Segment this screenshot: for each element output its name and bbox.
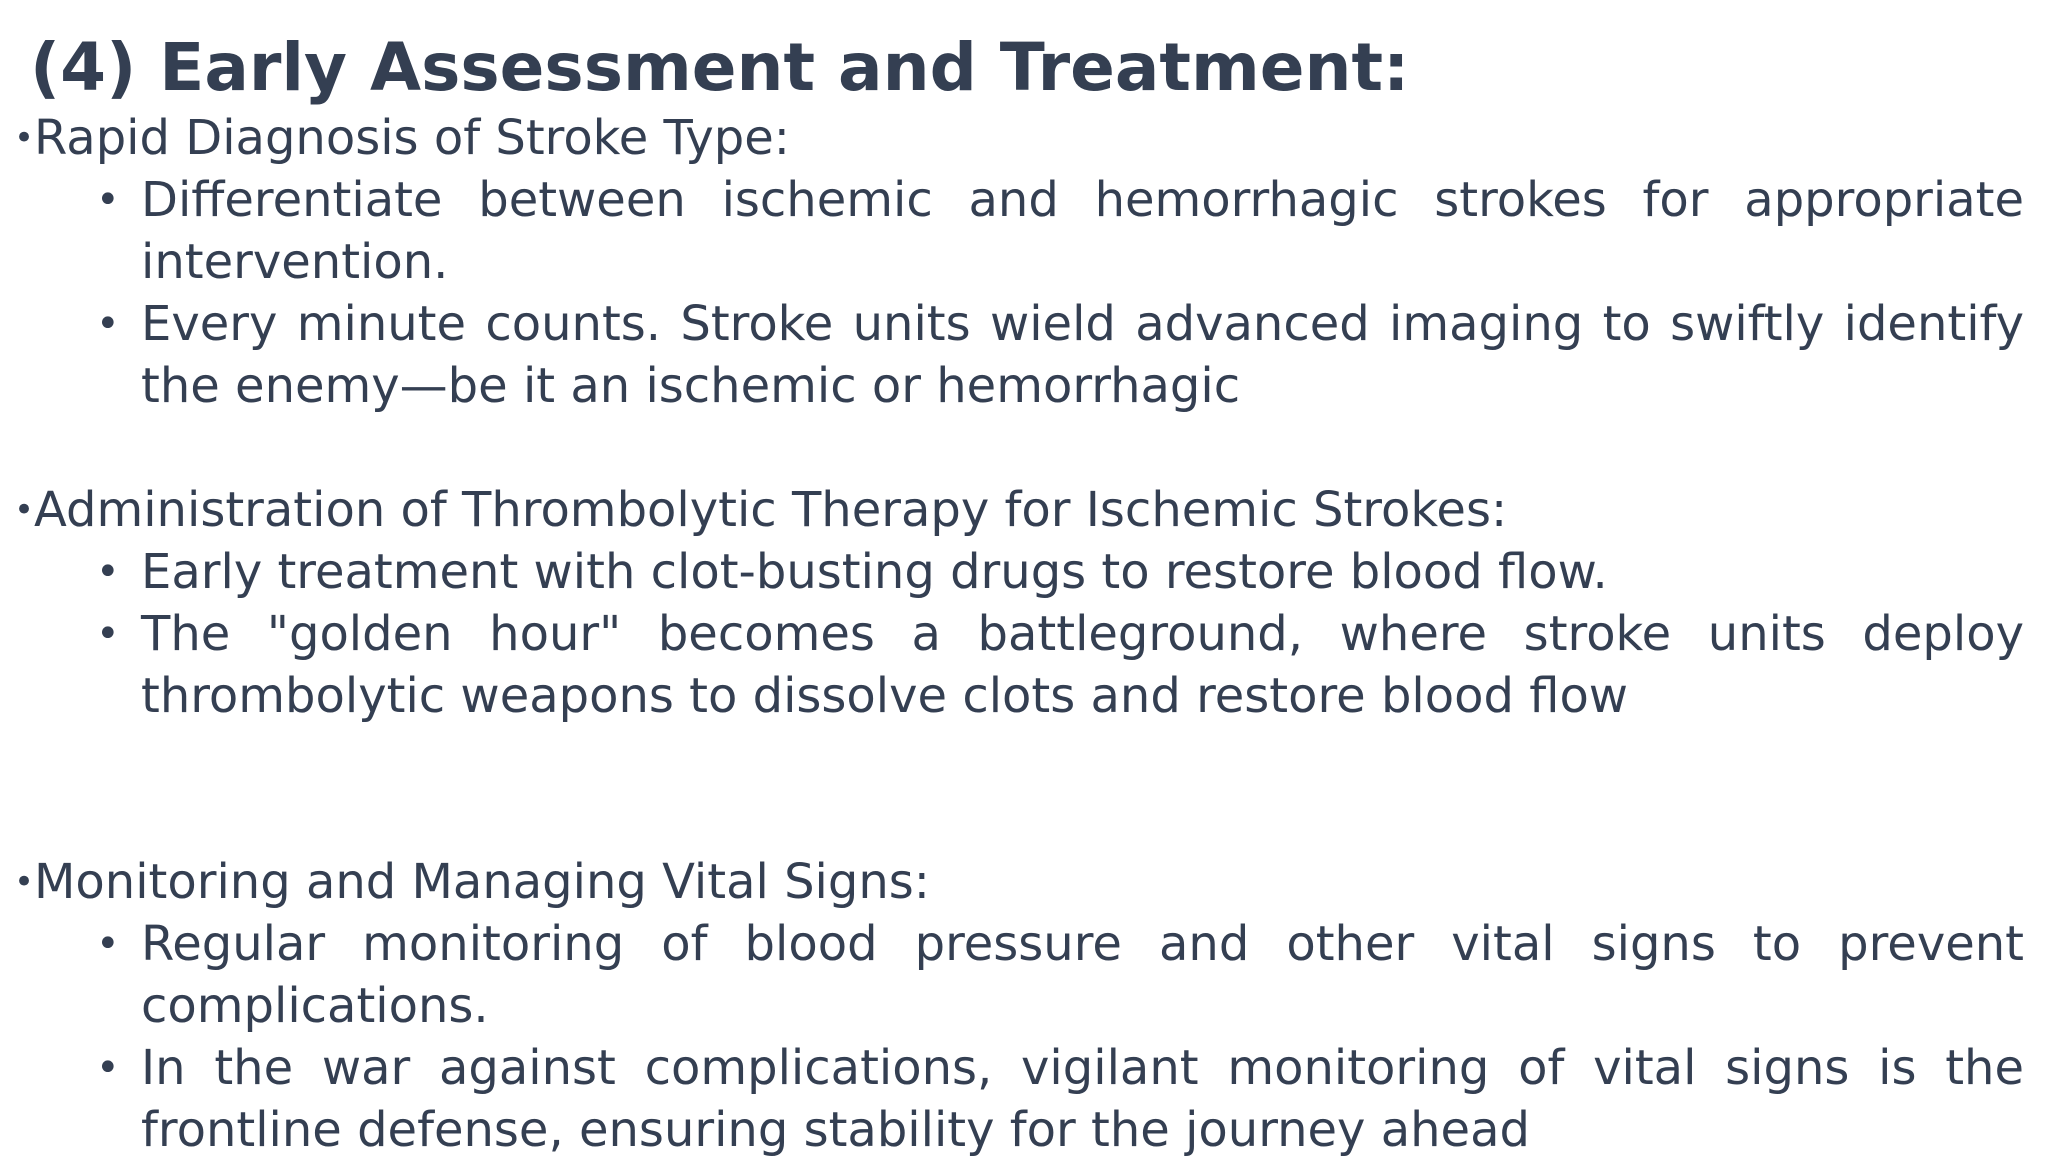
sub-bullet-list [14, 169, 2024, 417]
section-vital-signs [14, 851, 2024, 1161]
section-heading [14, 851, 2024, 913]
list-item [96, 293, 2024, 417]
list-item-text: Every minute counts. Stroke units wield advanced imaging to swiftly identify the enemy—be it an ischemic or hemorrhagic [141, 296, 2024, 414]
list-item [96, 169, 2024, 293]
section-heading [14, 107, 2024, 169]
bullet-icon: • [96, 301, 120, 347]
bullet-icon: • [14, 862, 35, 902]
bullet-icon: • [96, 177, 120, 223]
section-heading [14, 479, 2024, 541]
list-item-text: Differentiate between ischemic and hemorrhagic strokes for appropriate intervention. [141, 172, 2024, 290]
section-heading-text: Monitoring and Managing Vital Signs: [34, 854, 930, 910]
list-item-text: The "golden hour" becomes a battleground, where stroke units deploy thrombolytic weapons to dissolve clots and restore blood flow [141, 606, 2024, 724]
sub-bullet-list [14, 541, 2024, 727]
section-thrombolytic-therapy [14, 479, 2024, 727]
section-heading-text: Rapid Diagnosis of Stroke Type: [34, 110, 790, 166]
section-rapid-diagnosis [14, 107, 2024, 417]
bullet-icon: • [96, 921, 120, 967]
bullet-icon: • [96, 1045, 120, 1091]
section-heading-text: Administration of Thrombolytic Therapy for Ischemic Strokes: [34, 482, 1508, 538]
list-item [96, 541, 2024, 603]
list-item [96, 913, 2024, 1037]
list-item-text: In the war against complications, vigilant monitoring of vital signs is the frontline defense, ensuring stability for the journey ahead [141, 1040, 2024, 1158]
list-item-text: Early treatment with clot-busting drugs to restore blood flow. [141, 544, 1608, 600]
bullet-icon: • [96, 549, 120, 595]
sub-bullet-list [14, 913, 2024, 1161]
bullet-icon: • [14, 490, 35, 530]
slide-title: (4) Early Assessment and Treatment: [30, 29, 1410, 106]
bullet-icon: • [96, 611, 120, 657]
bullet-icon: • [14, 118, 35, 158]
list-item [96, 603, 2024, 727]
list-item-text: Regular monitoring of blood pressure and other vital signs to prevent complications. [141, 916, 2024, 1034]
list-item [96, 1037, 2024, 1161]
